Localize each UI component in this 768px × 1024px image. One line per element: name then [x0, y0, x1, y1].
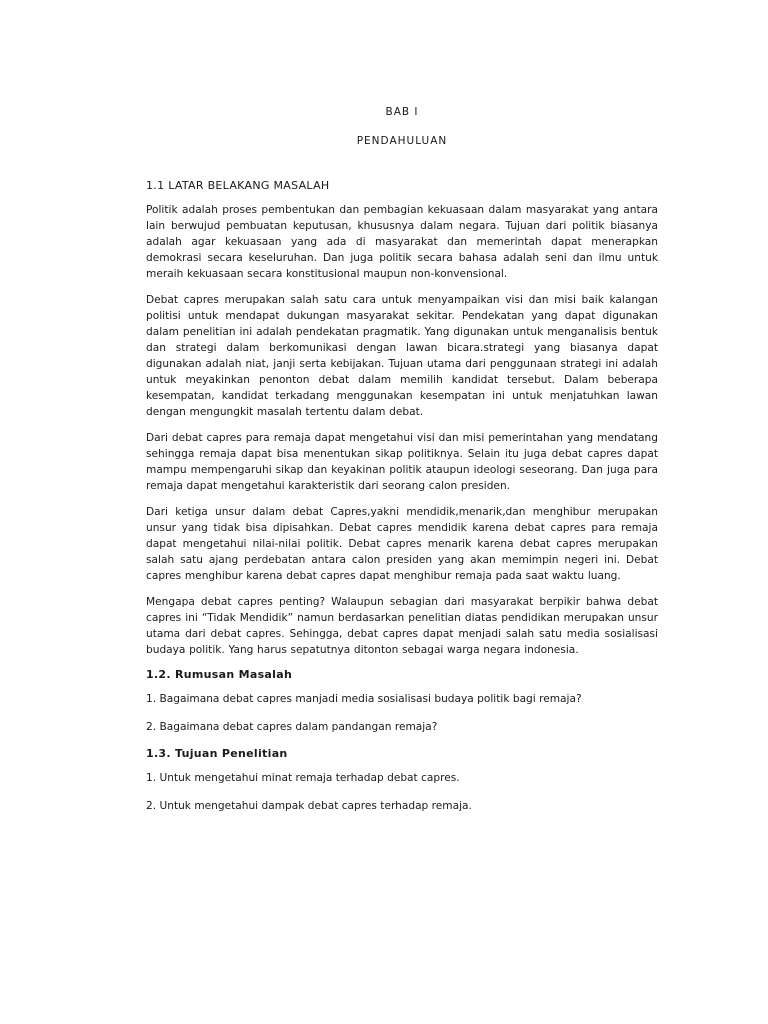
- paragraph: Dari ketiga unsur dalam debat Capres,yakni mendidik,menarik,dan menghibur merupakan unsur yang tidak bisa dipisahkan. Debat capres mendidik karena debat capres para remaja dapat mengetahui nilai-nilai politik. Debat capres menarik karena debat capres merupakan salah satu ajang perdebatan antara calon presiden yang akan memimpin negeri ini. Debat capres menghibur karena debat capres dapat menghibur remaja pada saat waktu luang.: [146, 506, 658, 582]
- paragraph: Mengapa debat capres penting? Walaupun sebagian dari masyarakat berpikir bahwa debat capres ini “Tidak Mendidik” namun berdasarkan penelitian diatas pendidikan merupakan unsur utama dari debat capres. Sehingga, debat capres dapat menjadi salah satu media sosialisasi budaya politik. Yang harus sepatutnya ditonton sebagai warga negara indonesia.: [146, 596, 658, 656]
- chapter-number: BAB I: [385, 106, 419, 118]
- list-item: 2. Bagaimana debat capres dalam pandangan remaja?: [146, 721, 438, 733]
- paragraph: Politik adalah proses pembentukan dan pembagian kekuasaan dalam masyarakat yang antara lain berwujud pembuatan keputusan, khususnya dalam negara. Tujuan dari politik biasanya adalah agar kekuasaan yang ada di masyarakat dan memerintah dapat menerapkan demokrasi secara keseluruhan. Dan juga politik secara bahasa adalah seni dan ilmu untuk meraih kekuasaan secara konstitusional maupun non-konvensional.: [146, 204, 658, 280]
- list-item: 1. Bagaimana debat capres manjadi media sosialisasi budaya politik bagi remaja?: [146, 693, 582, 705]
- page-content: [146, 106, 658, 826]
- list-item: 2. Untuk mengetahui dampak debat capres terhadap remaja.: [146, 800, 472, 812]
- list-item: 1. Untuk mengetahui minat remaja terhadap debat capres.: [146, 772, 460, 784]
- paragraph: Dari debat capres para remaja dapat mengetahui visi dan misi pemerintahan yang mendatang sehingga remaja dapat bisa menentukan sikap politiknya. Selain itu juga debat capres dapat mampu mempengaruhi sikap dan keyakinan politik ataupun ideologi seseorang. Dan juga para remaja dapat mengetahui karakteristik dari seorang calon presiden.: [146, 432, 658, 492]
- section-heading-latar-belakang: 1.1 LATAR BELAKANG MASALAH: [146, 179, 330, 192]
- section-heading-rumusan-masalah: 1.2. Rumusan Masalah: [146, 668, 293, 681]
- section-heading-tujuan-penelitian: 1.3. Tujuan Penelitian: [146, 747, 288, 760]
- paragraph: Debat capres merupakan salah satu cara untuk menyampaikan visi dan misi baik kalangan politisi untuk mendapat dukungan masyarakat sekitar. Pendekatan yang dapat digunakan dalam penelitian ini adalah pendekatan pragmatik. Yang digunakan untuk menganalisis bentuk dan strategi dalam berkomunikasi dengan lawan bicara.strategi yang biasanya dapat digunakan adalah niat, janji serta kebijakan. Tujuan utama dari penggunaan strategi ini adalah untuk meyakinkan penonton debat dalam memilih kandidat tersebut. Dalam beberapa kesempatan, kandidat terkadang menggunakan kesempatan ini untuk menjatuhkan lawan dengan mengungkit masalah tertentu dalam debat.: [146, 294, 658, 418]
- chapter-title: PENDAHULUAN: [356, 135, 448, 147]
